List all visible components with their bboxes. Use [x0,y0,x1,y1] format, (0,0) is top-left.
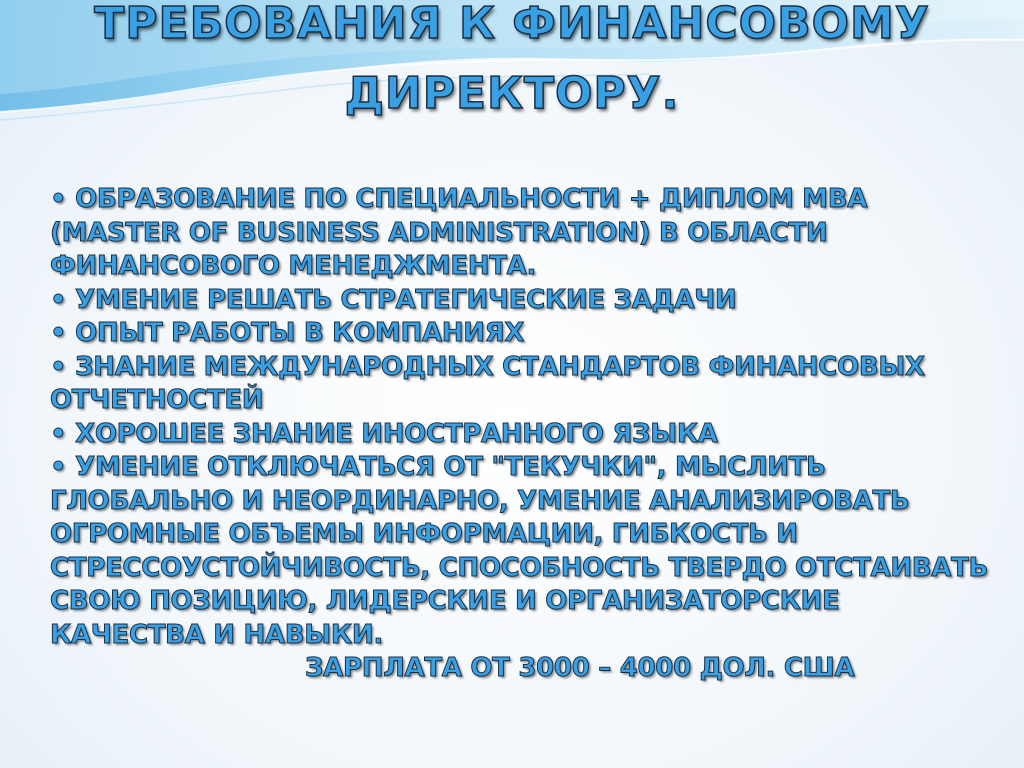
salary-line: ЗАРПЛАТА ОТ 3000 – 4000 ДОЛ. США [305,653,855,683]
text-line: • ОБРАЗОВАНИЕ ПО СПЕЦИАЛЬНОСТИ + ДИПЛОМ MBA [50,184,868,214]
text-line: ОГРОМНЫЕ ОБЪЕМЫ ИНФОРМАЦИИ, ГИБКОСТЬ И [50,519,798,549]
text-line: • ХОРОШЕЕ ЗНАНИЕ ИНОСТРАННОГО ЯЗЫКА [50,418,718,449]
text-line: ОТЧЕТНОСТЕЙ [50,385,264,415]
text-line: ФИНАНСОВОГО МЕНЕДЖМЕНТА. [50,251,537,281]
text-line: • УМЕНИЕ ОТКЛЮЧАТЬСЯ ОТ "ТЕКУЧКИ", МЫСЛИТЬ [50,452,826,482]
text-line: • УМЕНИЕ РЕШАТЬ СТРАТЕГИЧЕСКИЕ ЗАДАЧИ [50,284,737,315]
title-line-1: ТРЕБОВАНИЯ К ФИНАНСОВОМУ [94,0,930,49]
text-line: КАЧЕСТВА И НАВЫКИ. [50,619,383,650]
slide-title [0,0,1024,122]
text-line: ГЛОБАЛЬНО И НЕОРДИНАРНО, УМЕНИЕ АНАЛИЗИРОВАТЬ [50,485,910,516]
text-line: (MASTER OF BUSINESS ADMINISTRATION) В ОБЛАСТИ [50,217,828,248]
text-line: • ОПЫТ РАБОТЫ В КОМПАНИЯХ [50,318,525,348]
title-line-2: ДИРЕКТОРУ. [344,68,680,119]
text-line: СТРЕССОУСТОЙЧИВОСТЬ, СПОСОБНОСТЬ ТВЕРДО ОТСТАИВАТЬ [50,552,989,583]
text-line: • ЗНАНИЕ МЕЖДУНАРОДНЫХ СТАНДАРТОВ ФИНАНСОВЫХ [50,351,925,382]
requirements-text [50,183,1000,686]
text-line: СВОЮ ПОЗИЦИЮ, ЛИДЕРСКИЕ И ОРГАНИЗАТОРСКИЕ [50,586,840,616]
